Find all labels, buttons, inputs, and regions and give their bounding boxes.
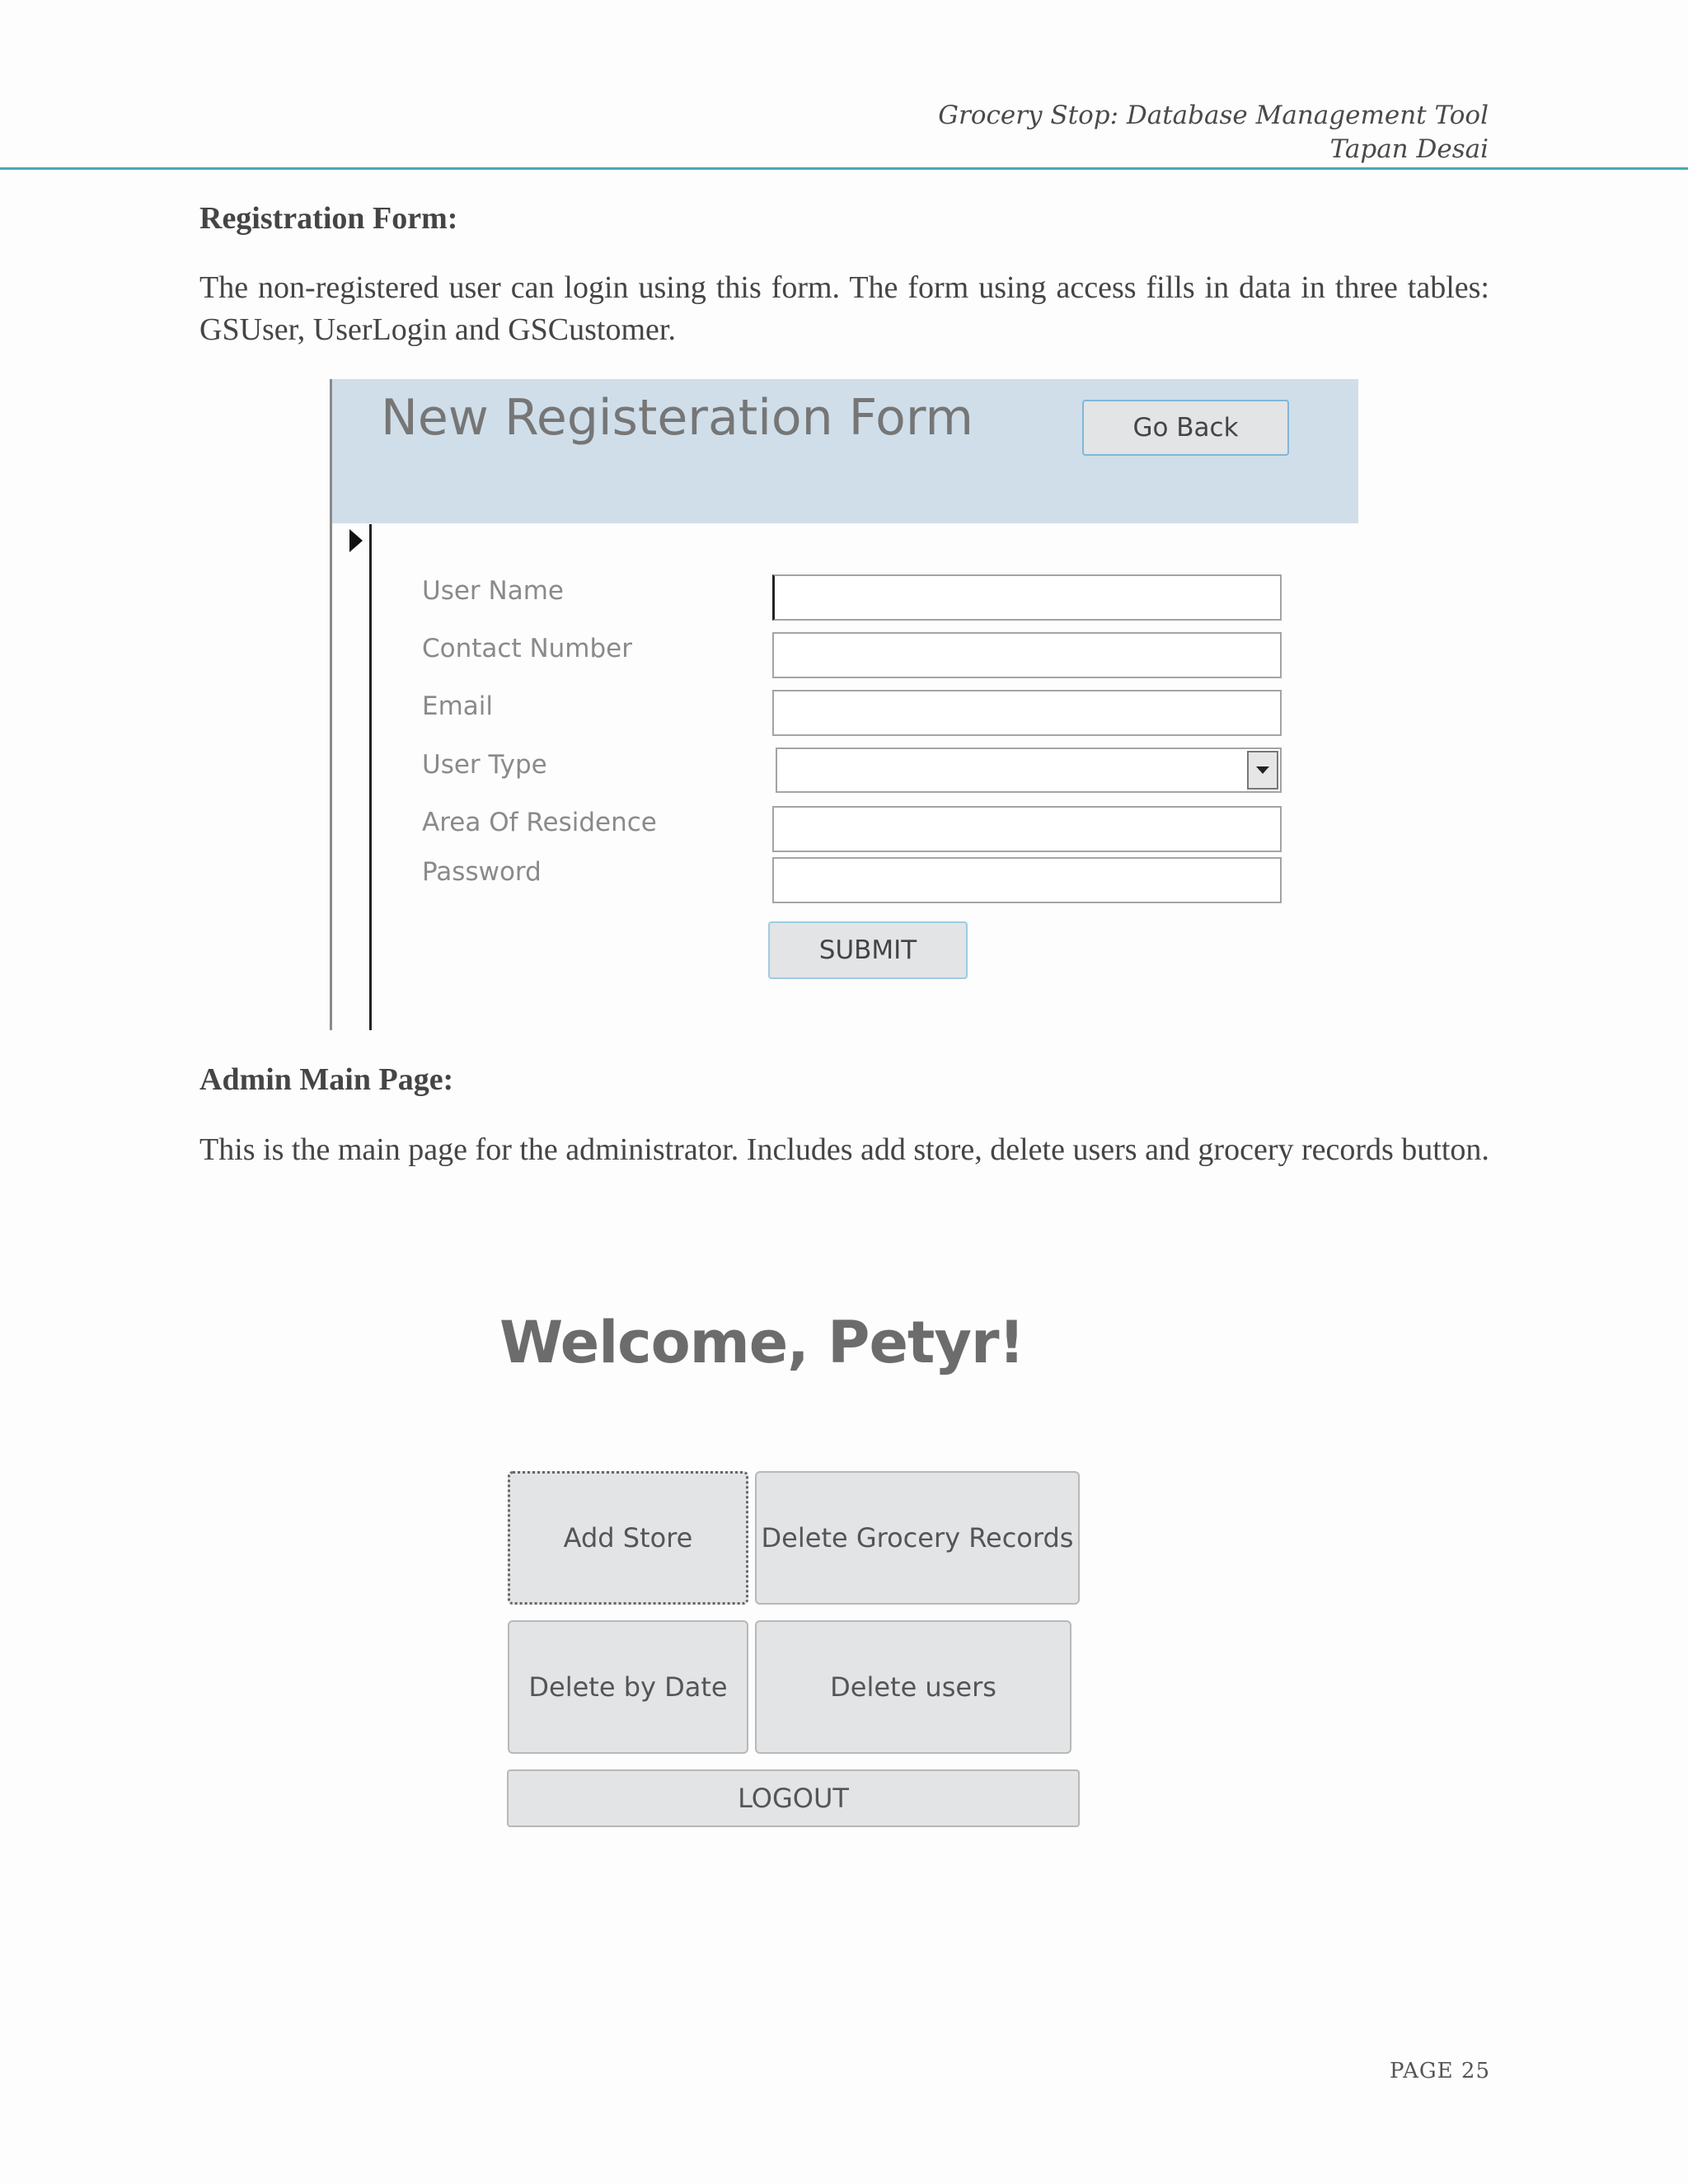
form-title: New Registeration Form	[381, 389, 973, 447]
registration-paragraph: The non-registered user can login using this form. The form using access fills in data in three tables: GSUser, UserLogin and GSCustomer.	[199, 270, 1489, 347]
delete-by-date-button[interactable]: Delete by Date	[508, 1620, 748, 1754]
admin-paragraph: This is the main page for the administrator. Includes add store, delete users and grocery records button.	[199, 1132, 1489, 1167]
page-number: PAGE 25	[1390, 2059, 1490, 2083]
add-store-button[interactable]: Add Store	[508, 1471, 748, 1605]
document-author: Tapan Desai	[1329, 134, 1489, 164]
user-type-select[interactable]	[776, 748, 1282, 793]
document-title: Grocery Stop: Database Management Tool	[938, 101, 1489, 130]
user-name-label: User Name	[422, 576, 564, 606]
area-of-residence-label: Area Of Residence	[422, 808, 657, 837]
user-type-label: User Type	[422, 750, 547, 780]
admin-heading: Admin Main Page:	[199, 1062, 454, 1097]
form-left-border	[330, 379, 332, 1030]
delete-grocery-records-button[interactable]: Delete Grocery Records	[755, 1471, 1080, 1605]
header-rule	[0, 167, 1688, 170]
welcome-heading: Welcome, Petyr!	[499, 1309, 1025, 1376]
password-label: Password	[422, 857, 542, 887]
area-of-residence-input[interactable]	[772, 806, 1282, 852]
record-selector-bar	[369, 524, 372, 1030]
password-input[interactable]	[772, 857, 1282, 903]
go-back-button[interactable]: Go Back	[1082, 400, 1289, 456]
dropdown-arrow-icon[interactable]	[1247, 751, 1278, 790]
record-selector-arrow-icon	[349, 529, 363, 552]
delete-users-button[interactable]: Delete users	[755, 1620, 1071, 1754]
submit-button[interactable]: SUBMIT	[768, 921, 968, 979]
contact-number-input[interactable]	[772, 632, 1282, 678]
user-name-input[interactable]	[772, 574, 1282, 621]
email-input[interactable]	[772, 690, 1282, 736]
email-label: Email	[422, 691, 494, 721]
registration-heading: Registration Form:	[199, 201, 458, 236]
contact-number-label: Contact Number	[422, 634, 632, 663]
logout-button[interactable]: LOGOUT	[507, 1769, 1080, 1827]
